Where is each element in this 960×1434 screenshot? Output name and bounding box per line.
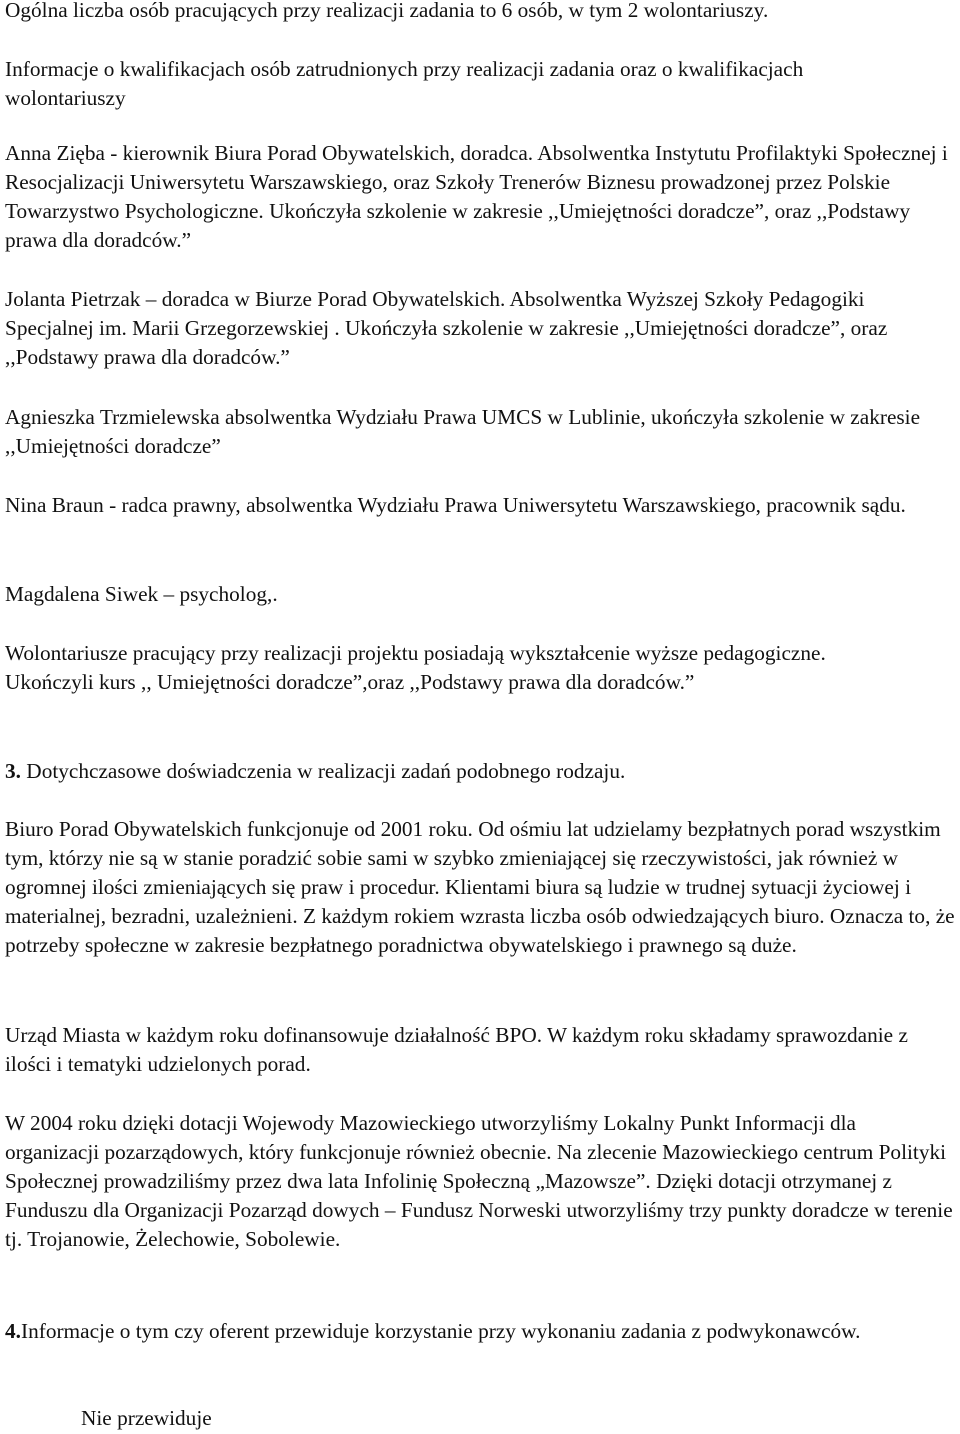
paragraph-city-funding: Urząd Miasta w każdym roku dofinansowuje działalność BPO. W każdym roku składamy sprawozdanie z ilości i tematyki udzielonych porad.	[5, 1023, 908, 1076]
paragraph-bpo-history: Biuro Porad Obywatelskich funkcjonuje od 2001 roku. Od ośmiu lat udzielamy bezpłatnych porad wszystkim tym, którzy nie są w stanie poradzić sobie sami w szybko zmieniającej się rzeczywistości, jak również w ogromnej ilości zmieniających się praw i procedur. Klientami biura są ludzie w trudnej sytuacji życiowej i materialnej, bezradni, uzależnieni. Z każdym rokiem wzrasta liczba osób odwiedzających biuro. Oznacza to, że potrzeby społeczne w zakresie bezpłatnego poradnictwa obywatelskiego i prawnego są duże.	[5, 817, 955, 957]
paragraph-volunteers: Wolontariusze pracujący przy realizacji projektu posiadają wykształcenie wyższe pedagogiczne. Ukończyli kurs ,, Umiejętności doradcze”,oraz ,,Podstawy prawa dla doradców.”	[5, 641, 826, 694]
paragraph-no-subcontractors: Nie przewiduje	[81, 1406, 212, 1430]
section-3-title: Dotychczasowe doświadczenia w realizacji zadań podobnego rodzaju.	[20, 759, 626, 783]
paragraph-anna-zieba: Anna Zięba - kierownik Biura Porad Obywatelskich, doradca. Absolwentka Instytutu Profilaktyki Społecznej i Resocjalizacji Uniwersytetu Warszawskiego, oraz Szkoły Trenerów Biznesu prowadzonej przez Polskie Towarzystwo Psychologiczne. Ukończyła szkolenie w zakresie ,,Umiejętności doradcze”, oraz ,,Podstawy prawa dla doradców.”	[5, 141, 948, 252]
paragraph-magdalena-siwek: Magdalena Siwek – psycholog,.	[5, 582, 278, 606]
paragraph-qualifications-heading: Informacje o kwalifikacjach osób zatrudnionych przy realizacji zadania oraz o kwalifikacjach wolontariuszy	[5, 57, 804, 110]
paragraph-nina-braun: Nina Braun - radca prawny, absolwentka Wydziału Prawa Uniwersytetu Warszawskiego, pracownik sądu.	[5, 493, 906, 517]
paragraph-agnieszka-trzmielewska: Agnieszka Trzmielewska absolwentka Wydziału Prawa UMCS w Lublinie, ukończyła szkolenie w zakresie ,,Umiejętności doradcze”	[5, 405, 921, 458]
paragraph-2004-grant: W 2004 roku dzięki dotacji Wojewody Mazowieckiego utworzyliśmy Lokalny Punkt Informacji dla organizacji pozarządowych, który funkcjonuje również obecnie. Na zlecenie Mazowieckiego centrum Polityki Społecznej prowadziliśmy przez dwa lata Infolinię Społeczną „Mazowsze”. Dzięki dotacji otrzymanej z Funduszu dla Organizacji Pozarząd dowych – Fundusz Norweski utworzyliśmy trzy punkty doradcze w terenie tj. Trojanowie, Żelechowie, Sobolewie.	[5, 1111, 953, 1251]
section-3-number: 3.	[5, 759, 21, 783]
section-3-heading	[5, 757, 955, 786]
paragraph-staff-count: Ogólna liczba osób pracujących przy realizacji zadania to 6 osób, w tym 2 wolontariuszy.	[5, 0, 769, 22]
section-4-number: 4.	[5, 1319, 21, 1343]
paragraph-jolanta-pietrzak: Jolanta Pietrzak – doradca w Biurze Porad Obywatelskich. Absolwentka Wyższej Szkoły Pedagogiki Specjalnej im. Marii Grzegorzewskiej . Ukończyła szkolenie w zakresie ,,Umiejętności doradcze”, oraz ,,Podstawy prawa dla doradców.”	[5, 287, 888, 369]
section-4-heading	[5, 1317, 865, 1346]
section-4-title: Informacje o tym czy oferent przewiduje korzystanie przy wykonaniu zadania z podwykonawców.	[20, 1319, 861, 1343]
